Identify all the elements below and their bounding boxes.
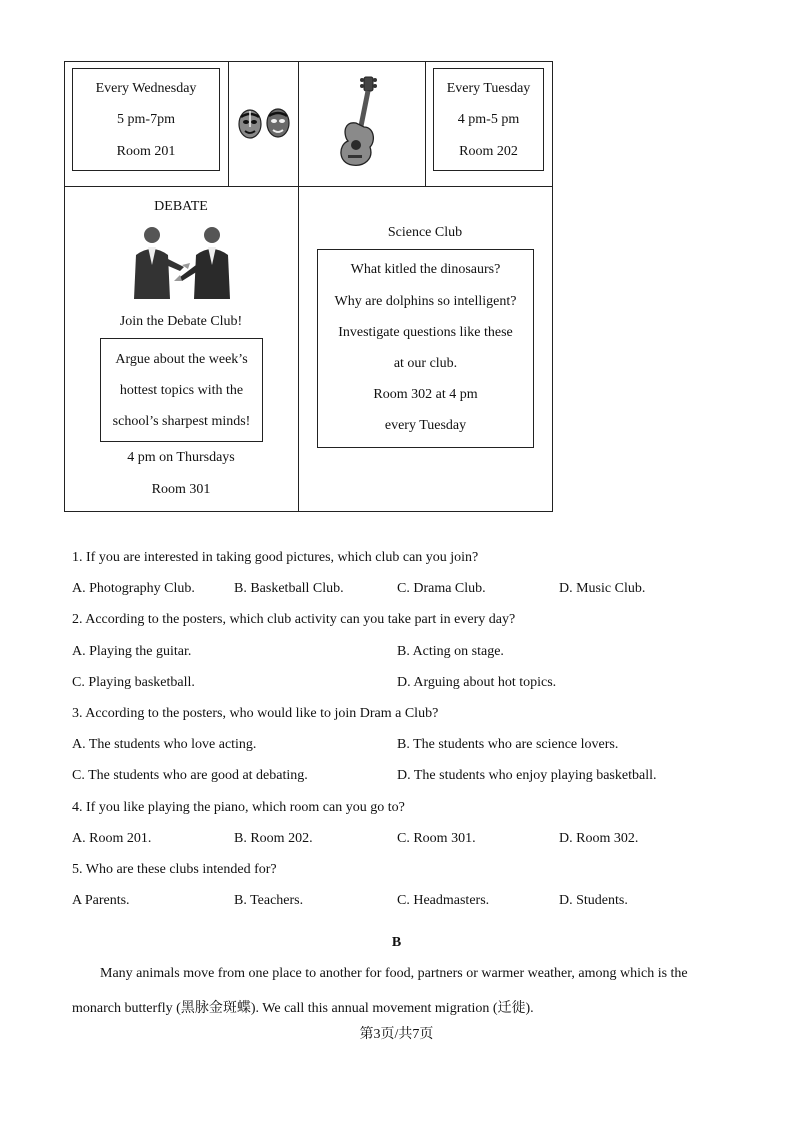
section-b-heading: B (391, 935, 402, 950)
question-5-option-d[interactable]: D. Students. (559, 893, 628, 908)
question-1-stem: 1. If you are interested in taking good pictures, which club can you join? (72, 550, 479, 565)
debate-time: 4 pm on Thursdays (127, 450, 235, 465)
question-2-stem: 2. According to the posters, which club activity can you take part in every day? (72, 612, 516, 627)
tuesday-line-3: Room 202 (459, 144, 518, 159)
tuesday-schedule-box (433, 68, 544, 171)
question-4-option-c[interactable]: C. Room 301. (397, 831, 476, 846)
question-3-option-d[interactable]: D. The students who enjoy playing basketball. (397, 768, 657, 783)
science-title: Science Club (387, 225, 463, 240)
wednesday-line-3: Room 201 (116, 144, 176, 159)
question-1-option-b[interactable]: B. Basketball Club. (234, 581, 344, 596)
question-2-option-a[interactable]: A. Playing the guitar. (72, 644, 192, 659)
debate-join: Join the Debate Club! (119, 314, 243, 329)
opera-mask-left (239, 110, 261, 138)
debate-box-line-2: hottest topics with the (119, 383, 244, 398)
debate-title: DEBATE (154, 199, 208, 214)
science-line-3: Investigate questions like these (338, 325, 513, 340)
guitar-image (334, 75, 386, 169)
poster-table (64, 61, 553, 512)
question-5-option-b[interactable]: B. Teachers. (234, 893, 304, 908)
science-line-1: What kitled the dinosaurs? (350, 262, 501, 277)
tuesday-line-2: 4 pm-5 pm (457, 112, 520, 127)
science-line-4: at our club. (393, 356, 458, 371)
section-b-paragraph-line-1: Many animals move from one place to another for food, partners or warmer weather, among which is the (100, 966, 688, 981)
opera-mask-right (267, 109, 289, 137)
question-2-option-b[interactable]: B. Acting on stage. (397, 644, 504, 659)
science-line-6: every Tuesday (384, 418, 467, 433)
man-right (174, 227, 230, 299)
question-3-option-b[interactable]: B. The students who are science lovers. (397, 737, 619, 752)
question-3-option-a[interactable]: A. The students who love acting. (72, 737, 257, 752)
debate-box-line-1: Argue about the week’s (115, 352, 248, 367)
science-line-5: Room 302 at 4 pm (373, 387, 478, 402)
question-1-option-a[interactable]: A. Photography Club. (72, 581, 195, 596)
tuesday-line-1: Every Tuesday (446, 81, 531, 96)
question-5-stem: 5. Who are these clubs intended for? (72, 862, 277, 877)
debate-description-box (100, 338, 263, 442)
question-3-option-c[interactable]: C. The students who are good at debating. (72, 768, 308, 783)
question-2-option-d[interactable]: D. Arguing about hot topics. (397, 675, 557, 690)
question-4-option-a[interactable]: A. Room 201. (72, 831, 152, 846)
question-3-stem: 3. According to the posters, who would like to join Dram a Club? (72, 706, 439, 721)
question-4-option-b[interactable]: B. Room 202. (234, 831, 313, 846)
question-4-stem: 4. If you like playing the piano, which room can you go to? (72, 800, 405, 815)
question-1-option-d[interactable]: D. Music Club. (559, 581, 646, 596)
question-5-option-c[interactable]: C. Headmasters. (397, 893, 490, 908)
question-5-option-a[interactable]: A Parents. (72, 893, 130, 908)
man-left (134, 227, 190, 299)
debate-men-image (122, 225, 242, 299)
question-4-option-d[interactable]: D. Room 302. (559, 831, 639, 846)
opera-masks-image (236, 107, 292, 139)
wednesday-line-1: Every Wednesday (95, 81, 197, 96)
wednesday-schedule-box (72, 68, 220, 171)
wednesday-line-2: 5 pm-7pm (117, 112, 175, 127)
page-number: 第3页/共7页 (359, 1027, 434, 1042)
debate-box-line-3: school’s sharpest minds! (112, 414, 251, 429)
question-1-option-c[interactable]: C. Drama Club. (397, 581, 486, 596)
question-2-option-c[interactable]: C. Playing basketball. (72, 675, 195, 690)
science-description-box (317, 249, 534, 448)
science-line-2: Why are dolphins so intelligent? (334, 294, 517, 309)
debate-room: Room 301 (151, 482, 211, 497)
section-b-paragraph-line-2: monarch butterfly (黑脉金斑蝶). We call this annual movement migration (迁徙). (72, 1001, 534, 1016)
